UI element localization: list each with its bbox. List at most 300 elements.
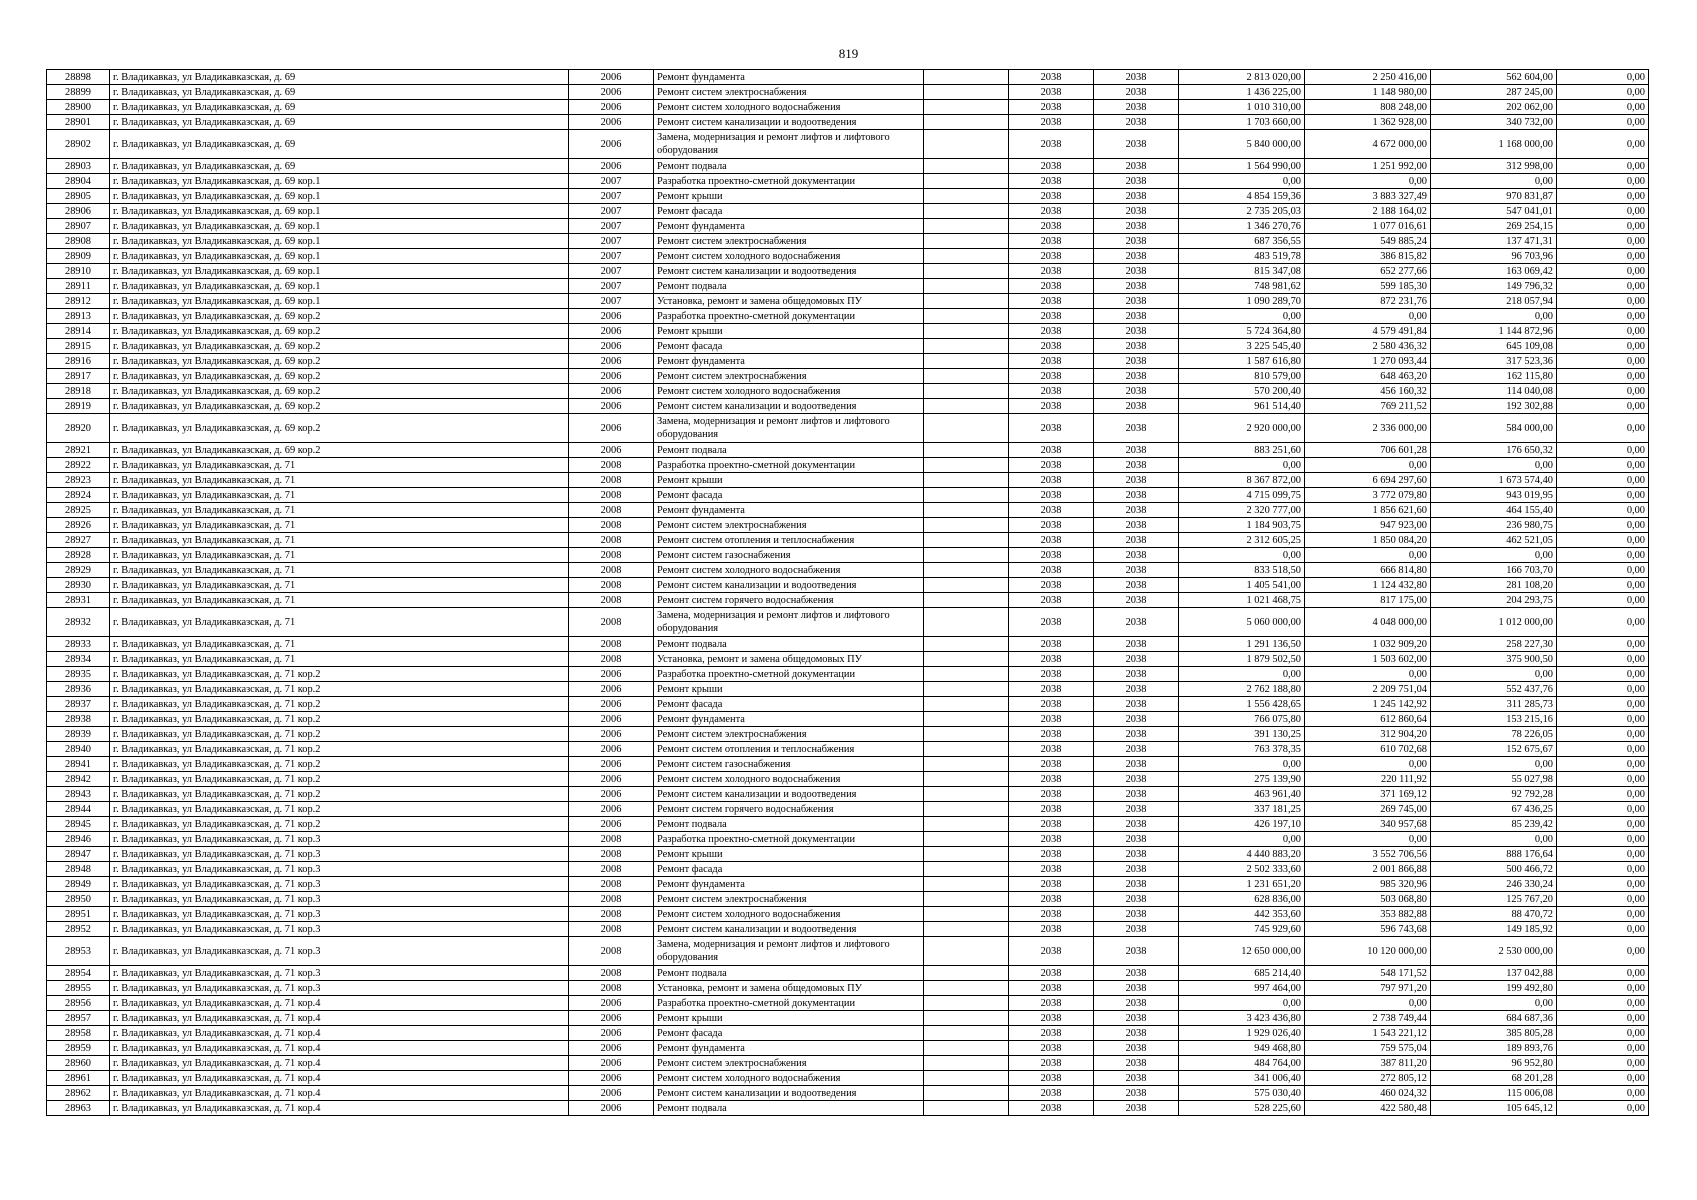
total-cost-cell: 5 060 000,00 — [1179, 608, 1305, 637]
other-amount-cell: 0,00 — [1557, 1011, 1649, 1026]
empty-cell-cell — [924, 667, 1009, 682]
total-cost-cell: 426 197,10 — [1179, 817, 1305, 832]
owner-amount-cell: 317 523,36 — [1431, 354, 1557, 369]
table-row — [47, 996, 1649, 1011]
table-row — [47, 1011, 1649, 1026]
row-id-cell: 28921 — [47, 443, 110, 458]
fund-amount-cell: 387 811,20 — [1305, 1056, 1431, 1071]
owner-amount-cell: 68 201,28 — [1431, 1071, 1557, 1086]
plan-year-from-cell: 2038 — [1009, 608, 1094, 637]
total-cost-cell: 0,00 — [1179, 309, 1305, 324]
empty-cell-cell — [924, 922, 1009, 937]
other-amount-cell: 0,00 — [1557, 1101, 1649, 1116]
total-cost-cell: 1 346 270,76 — [1179, 219, 1305, 234]
other-amount-cell: 0,00 — [1557, 369, 1649, 384]
owner-amount-cell: 0,00 — [1431, 174, 1557, 189]
plan-year-to-cell: 2038 — [1094, 862, 1179, 877]
plan-year-to-cell: 2038 — [1094, 563, 1179, 578]
plan-year-to-cell: 2038 — [1094, 847, 1179, 862]
row-id-cell: 28901 — [47, 115, 110, 130]
address-cell: г. Владикавказ, ул Владикавказская, д. 71 кор.3 — [110, 966, 569, 981]
address-cell: г. Владикавказ, ул Владикавказская, д. 71 кор.2 — [110, 757, 569, 772]
plan-year-from-cell: 2038 — [1009, 503, 1094, 518]
table-row — [47, 667, 1649, 682]
total-cost-cell: 2 320 777,00 — [1179, 503, 1305, 518]
other-amount-cell: 0,00 — [1557, 70, 1649, 85]
plan-year-to-cell: 2038 — [1094, 817, 1179, 832]
plan-year-from-cell: 2038 — [1009, 533, 1094, 548]
plan-year-from-cell: 2038 — [1009, 981, 1094, 996]
capital-repair-table — [46, 69, 1649, 1116]
other-amount-cell: 0,00 — [1557, 294, 1649, 309]
other-amount-cell: 0,00 — [1557, 832, 1649, 847]
row-id-cell: 28906 — [47, 204, 110, 219]
fund-amount-cell: 985 320,96 — [1305, 877, 1431, 892]
row-id-cell: 28936 — [47, 682, 110, 697]
row-id-cell: 28961 — [47, 1071, 110, 1086]
table-row — [47, 593, 1649, 608]
owner-amount-cell: 258 227,30 — [1431, 637, 1557, 652]
plan-year-to-cell: 2038 — [1094, 384, 1179, 399]
owner-amount-cell: 0,00 — [1431, 548, 1557, 563]
empty-cell-cell — [924, 399, 1009, 414]
other-amount-cell: 0,00 — [1557, 593, 1649, 608]
empty-cell-cell — [924, 1071, 1009, 1086]
year-built-cell: 2008 — [569, 937, 654, 966]
owner-amount-cell: 163 069,42 — [1431, 264, 1557, 279]
total-cost-cell: 2 920 000,00 — [1179, 414, 1305, 443]
address-cell: г. Владикавказ, ул Владикавказская, д. 69 кор.2 — [110, 339, 569, 354]
year-built-cell: 2008 — [569, 847, 654, 862]
other-amount-cell: 0,00 — [1557, 115, 1649, 130]
plan-year-from-cell: 2038 — [1009, 100, 1094, 115]
address-cell: г. Владикавказ, ул Владикавказская, д. 71 — [110, 637, 569, 652]
fund-amount-cell: 759 575,04 — [1305, 1041, 1431, 1056]
table-row — [47, 1101, 1649, 1116]
plan-year-to-cell: 2038 — [1094, 697, 1179, 712]
total-cost-cell: 1 436 225,00 — [1179, 85, 1305, 100]
fund-amount-cell: 1 245 142,92 — [1305, 697, 1431, 712]
work-type-cell: Ремонт подвала — [654, 279, 924, 294]
plan-year-to-cell: 2038 — [1094, 309, 1179, 324]
work-type-cell: Ремонт крыши — [654, 1011, 924, 1026]
address-cell: г. Владикавказ, ул Владикавказская, д. 71 кор.2 — [110, 667, 569, 682]
work-type-cell: Ремонт систем электроснабжения — [654, 1056, 924, 1071]
work-type-cell: Ремонт фасада — [654, 862, 924, 877]
owner-amount-cell: 0,00 — [1431, 996, 1557, 1011]
row-id-cell: 28940 — [47, 742, 110, 757]
other-amount-cell: 0,00 — [1557, 877, 1649, 892]
other-amount-cell: 0,00 — [1557, 712, 1649, 727]
fund-amount-cell: 2 738 749,44 — [1305, 1011, 1431, 1026]
plan-year-to-cell: 2038 — [1094, 832, 1179, 847]
empty-cell-cell — [924, 189, 1009, 204]
table-row — [47, 1071, 1649, 1086]
year-built-cell: 2008 — [569, 862, 654, 877]
address-cell: г. Владикавказ, ул Владикавказская, д. 71 кор.3 — [110, 877, 569, 892]
row-id-cell: 28920 — [47, 414, 110, 443]
table-body — [47, 70, 1649, 1116]
plan-year-from-cell: 2038 — [1009, 966, 1094, 981]
plan-year-to-cell: 2038 — [1094, 234, 1179, 249]
owner-amount-cell: 192 302,88 — [1431, 399, 1557, 414]
plan-year-to-cell: 2038 — [1094, 414, 1179, 443]
empty-cell-cell — [924, 877, 1009, 892]
empty-cell-cell — [924, 100, 1009, 115]
address-cell: г. Владикавказ, ул Владикавказская, д. 71 кор.3 — [110, 937, 569, 966]
row-id-cell: 28900 — [47, 100, 110, 115]
total-cost-cell: 2 502 333,60 — [1179, 862, 1305, 877]
fund-amount-cell: 3 883 327,49 — [1305, 189, 1431, 204]
fund-amount-cell: 371 169,12 — [1305, 787, 1431, 802]
work-type-cell: Разработка проектно-сметной документации — [654, 667, 924, 682]
row-id-cell: 28939 — [47, 727, 110, 742]
empty-cell-cell — [924, 862, 1009, 877]
empty-cell-cell — [924, 832, 1009, 847]
work-type-cell: Установка, ремонт и замена общедомовых ПУ — [654, 652, 924, 667]
plan-year-from-cell: 2038 — [1009, 757, 1094, 772]
address-cell: г. Владикавказ, ул Владикавказская, д. 71 — [110, 563, 569, 578]
address-cell: г. Владикавказ, ул Владикавказская, д. 71 — [110, 488, 569, 503]
empty-cell-cell — [924, 264, 1009, 279]
other-amount-cell: 0,00 — [1557, 533, 1649, 548]
year-built-cell: 2006 — [569, 712, 654, 727]
fund-amount-cell: 1 077 016,61 — [1305, 219, 1431, 234]
total-cost-cell: 748 981,62 — [1179, 279, 1305, 294]
plan-year-to-cell: 2038 — [1094, 488, 1179, 503]
plan-year-from-cell: 2038 — [1009, 264, 1094, 279]
total-cost-cell: 2 312 605,25 — [1179, 533, 1305, 548]
row-id-cell: 28931 — [47, 593, 110, 608]
work-type-cell: Разработка проектно-сметной документации — [654, 174, 924, 189]
owner-amount-cell: 105 645,12 — [1431, 1101, 1557, 1116]
other-amount-cell: 0,00 — [1557, 159, 1649, 174]
plan-year-to-cell: 2038 — [1094, 174, 1179, 189]
plan-year-from-cell: 2038 — [1009, 1026, 1094, 1041]
year-built-cell: 2007 — [569, 234, 654, 249]
plan-year-to-cell: 2038 — [1094, 637, 1179, 652]
plan-year-from-cell: 2038 — [1009, 1041, 1094, 1056]
address-cell: г. Владикавказ, ул Владикавказская, д. 71 — [110, 548, 569, 563]
work-type-cell: Ремонт систем канализации и водоотведения — [654, 115, 924, 130]
row-id-cell: 28959 — [47, 1041, 110, 1056]
table-row — [47, 458, 1649, 473]
empty-cell-cell — [924, 324, 1009, 339]
address-cell: г. Владикавказ, ул Владикавказская, д. 71 — [110, 593, 569, 608]
plan-year-from-cell: 2038 — [1009, 174, 1094, 189]
fund-amount-cell: 1 148 980,00 — [1305, 85, 1431, 100]
table-row — [47, 443, 1649, 458]
address-cell: г. Владикавказ, ул Владикавказская, д. 71 кор.2 — [110, 727, 569, 742]
total-cost-cell: 961 514,40 — [1179, 399, 1305, 414]
empty-cell-cell — [924, 637, 1009, 652]
plan-year-to-cell: 2038 — [1094, 279, 1179, 294]
other-amount-cell: 0,00 — [1557, 1056, 1649, 1071]
other-amount-cell: 0,00 — [1557, 174, 1649, 189]
other-amount-cell: 0,00 — [1557, 309, 1649, 324]
plan-year-from-cell: 2038 — [1009, 892, 1094, 907]
total-cost-cell: 570 200,40 — [1179, 384, 1305, 399]
empty-cell-cell — [924, 309, 1009, 324]
total-cost-cell: 833 518,50 — [1179, 563, 1305, 578]
plan-year-to-cell: 2038 — [1094, 1011, 1179, 1026]
table-row — [47, 787, 1649, 802]
other-amount-cell: 0,00 — [1557, 1086, 1649, 1101]
fund-amount-cell: 610 702,68 — [1305, 742, 1431, 757]
empty-cell-cell — [924, 85, 1009, 100]
table-row — [47, 1026, 1649, 1041]
total-cost-cell: 0,00 — [1179, 548, 1305, 563]
owner-amount-cell: 246 330,24 — [1431, 877, 1557, 892]
empty-cell-cell — [924, 384, 1009, 399]
plan-year-to-cell: 2038 — [1094, 996, 1179, 1011]
address-cell: г. Владикавказ, ул Владикавказская, д. 71 кор.4 — [110, 1056, 569, 1071]
row-id-cell: 28922 — [47, 458, 110, 473]
address-cell: г. Владикавказ, ул Владикавказская, д. 71 — [110, 503, 569, 518]
fund-amount-cell: 1 850 084,20 — [1305, 533, 1431, 548]
plan-year-from-cell: 2038 — [1009, 354, 1094, 369]
owner-amount-cell: 204 293,75 — [1431, 593, 1557, 608]
year-built-cell: 2006 — [569, 1011, 654, 1026]
other-amount-cell: 0,00 — [1557, 443, 1649, 458]
year-built-cell: 2006 — [569, 369, 654, 384]
year-built-cell: 2006 — [569, 1056, 654, 1071]
work-type-cell: Ремонт подвала — [654, 159, 924, 174]
work-type-cell: Ремонт крыши — [654, 473, 924, 488]
other-amount-cell: 0,00 — [1557, 488, 1649, 503]
fund-amount-cell: 272 805,12 — [1305, 1071, 1431, 1086]
address-cell: г. Владикавказ, ул Владикавказская, д. 71 кор.3 — [110, 981, 569, 996]
empty-cell-cell — [924, 279, 1009, 294]
owner-amount-cell: 152 675,67 — [1431, 742, 1557, 757]
table-row — [47, 339, 1649, 354]
address-cell: г. Владикавказ, ул Владикавказская, д. 71 кор.2 — [110, 787, 569, 802]
total-cost-cell: 1 879 502,50 — [1179, 652, 1305, 667]
table-row — [47, 473, 1649, 488]
year-built-cell: 2006 — [569, 697, 654, 712]
total-cost-cell: 0,00 — [1179, 757, 1305, 772]
fund-amount-cell: 4 048 000,00 — [1305, 608, 1431, 637]
year-built-cell: 2006 — [569, 309, 654, 324]
work-type-cell: Ремонт систем газоснабжения — [654, 757, 924, 772]
address-cell: г. Владикавказ, ул Владикавказская, д. 71 кор.3 — [110, 847, 569, 862]
owner-amount-cell: 464 155,40 — [1431, 503, 1557, 518]
address-cell: г. Владикавказ, ул Владикавказская, д. 71 — [110, 608, 569, 637]
year-built-cell: 2008 — [569, 981, 654, 996]
table-row — [47, 847, 1649, 862]
year-built-cell: 2006 — [569, 1026, 654, 1041]
row-id-cell: 28945 — [47, 817, 110, 832]
owner-amount-cell: 55 027,98 — [1431, 772, 1557, 787]
owner-amount-cell: 1 168 000,00 — [1431, 130, 1557, 159]
year-built-cell: 2006 — [569, 757, 654, 772]
owner-amount-cell: 166 703,70 — [1431, 563, 1557, 578]
page-number: 819 — [838, 46, 859, 61]
fund-amount-cell: 0,00 — [1305, 832, 1431, 847]
address-cell: г. Владикавказ, ул Владикавказская, д. 69 — [110, 115, 569, 130]
owner-amount-cell: 149 796,32 — [1431, 279, 1557, 294]
fund-amount-cell: 386 815,82 — [1305, 249, 1431, 264]
plan-year-from-cell: 2038 — [1009, 563, 1094, 578]
address-cell: г. Владикавказ, ул Владикавказская, д. 71 — [110, 578, 569, 593]
empty-cell-cell — [924, 727, 1009, 742]
fund-amount-cell: 0,00 — [1305, 548, 1431, 563]
plan-year-to-cell: 2038 — [1094, 667, 1179, 682]
address-cell: г. Владикавказ, ул Владикавказская, д. 71 кор.2 — [110, 697, 569, 712]
work-type-cell: Ремонт систем холодного водоснабжения — [654, 100, 924, 115]
row-id-cell: 28903 — [47, 159, 110, 174]
table-row — [47, 264, 1649, 279]
table-row — [47, 892, 1649, 907]
plan-year-to-cell: 2038 — [1094, 204, 1179, 219]
other-amount-cell: 0,00 — [1557, 1071, 1649, 1086]
address-cell: г. Владикавказ, ул Владикавказская, д. 71 — [110, 652, 569, 667]
total-cost-cell: 337 181,25 — [1179, 802, 1305, 817]
empty-cell-cell — [924, 981, 1009, 996]
work-type-cell: Ремонт систем холодного водоснабжения — [654, 772, 924, 787]
row-id-cell: 28944 — [47, 802, 110, 817]
total-cost-cell: 528 225,60 — [1179, 1101, 1305, 1116]
address-cell: г. Владикавказ, ул Владикавказская, д. 71 кор.2 — [110, 742, 569, 757]
year-built-cell: 2008 — [569, 488, 654, 503]
other-amount-cell: 0,00 — [1557, 892, 1649, 907]
plan-year-from-cell: 2038 — [1009, 682, 1094, 697]
fund-amount-cell: 872 231,76 — [1305, 294, 1431, 309]
other-amount-cell: 0,00 — [1557, 727, 1649, 742]
table-row — [47, 249, 1649, 264]
other-amount-cell: 0,00 — [1557, 503, 1649, 518]
empty-cell-cell — [924, 488, 1009, 503]
total-cost-cell: 1 556 428,65 — [1179, 697, 1305, 712]
total-cost-cell: 745 929,60 — [1179, 922, 1305, 937]
fund-amount-cell: 1 503 602,00 — [1305, 652, 1431, 667]
work-type-cell: Ремонт систем электроснабжения — [654, 85, 924, 100]
work-type-cell: Ремонт систем холодного водоснабжения — [654, 907, 924, 922]
fund-amount-cell: 460 024,32 — [1305, 1086, 1431, 1101]
plan-year-from-cell: 2038 — [1009, 817, 1094, 832]
fund-amount-cell: 220 111,92 — [1305, 772, 1431, 787]
year-built-cell: 2007 — [569, 189, 654, 204]
row-id-cell: 28930 — [47, 578, 110, 593]
plan-year-to-cell: 2038 — [1094, 503, 1179, 518]
address-cell: г. Владикавказ, ул Владикавказская, д. 71 кор.2 — [110, 817, 569, 832]
fund-amount-cell: 2 250 416,00 — [1305, 70, 1431, 85]
work-type-cell: Ремонт систем холодного водоснабжения — [654, 249, 924, 264]
row-id-cell: 28924 — [47, 488, 110, 503]
year-built-cell: 2008 — [569, 922, 654, 937]
total-cost-cell: 2 762 188,80 — [1179, 682, 1305, 697]
other-amount-cell: 0,00 — [1557, 249, 1649, 264]
other-amount-cell: 0,00 — [1557, 414, 1649, 443]
row-id-cell: 28948 — [47, 862, 110, 877]
row-id-cell: 28912 — [47, 294, 110, 309]
table-row — [47, 503, 1649, 518]
address-cell: г. Владикавказ, ул Владикавказская, д. 71 кор.2 — [110, 772, 569, 787]
table-row — [47, 1041, 1649, 1056]
plan-year-from-cell: 2038 — [1009, 219, 1094, 234]
empty-cell-cell — [924, 130, 1009, 159]
other-amount-cell: 0,00 — [1557, 219, 1649, 234]
year-built-cell: 2006 — [569, 399, 654, 414]
empty-cell-cell — [924, 1011, 1009, 1026]
fund-amount-cell: 549 885,24 — [1305, 234, 1431, 249]
fund-amount-cell: 1 032 909,20 — [1305, 637, 1431, 652]
address-cell: г. Владикавказ, ул Владикавказская, д. 71 кор.4 — [110, 996, 569, 1011]
work-type-cell: Ремонт фундамента — [654, 219, 924, 234]
owner-amount-cell: 340 732,00 — [1431, 115, 1557, 130]
total-cost-cell: 1 090 289,70 — [1179, 294, 1305, 309]
table-row — [47, 966, 1649, 981]
empty-cell-cell — [924, 742, 1009, 757]
address-cell: г. Владикавказ, ул Владикавказская, д. 71 кор.2 — [110, 802, 569, 817]
owner-amount-cell: 287 245,00 — [1431, 85, 1557, 100]
total-cost-cell: 1 184 903,75 — [1179, 518, 1305, 533]
address-cell: г. Владикавказ, ул Владикавказская, д. 71 кор.4 — [110, 1101, 569, 1116]
other-amount-cell: 0,00 — [1557, 802, 1649, 817]
total-cost-cell: 1 231 651,20 — [1179, 877, 1305, 892]
total-cost-cell: 3 423 436,80 — [1179, 1011, 1305, 1026]
address-cell: г. Владикавказ, ул Владикавказская, д. 69 кор.2 — [110, 414, 569, 443]
work-type-cell: Ремонт крыши — [654, 324, 924, 339]
fund-amount-cell: 0,00 — [1305, 757, 1431, 772]
work-type-cell: Ремонт систем электроснабжения — [654, 892, 924, 907]
address-cell: г. Владикавказ, ул Владикавказская, д. 69 кор.1 — [110, 189, 569, 204]
table-row — [47, 652, 1649, 667]
plan-year-to-cell: 2038 — [1094, 877, 1179, 892]
owner-amount-cell: 78 226,05 — [1431, 727, 1557, 742]
address-cell: г. Владикавказ, ул Владикавказская, д. 69 кор.2 — [110, 324, 569, 339]
empty-cell-cell — [924, 593, 1009, 608]
table-row — [47, 712, 1649, 727]
year-built-cell: 2008 — [569, 966, 654, 981]
year-built-cell: 2007 — [569, 219, 654, 234]
empty-cell-cell — [924, 548, 1009, 563]
other-amount-cell: 0,00 — [1557, 1041, 1649, 1056]
work-type-cell: Ремонт фасада — [654, 697, 924, 712]
total-cost-cell: 810 579,00 — [1179, 369, 1305, 384]
table-row — [47, 637, 1649, 652]
work-type-cell: Ремонт фасада — [654, 339, 924, 354]
other-amount-cell: 0,00 — [1557, 1026, 1649, 1041]
plan-year-from-cell: 2038 — [1009, 593, 1094, 608]
table-row — [47, 937, 1649, 966]
row-id-cell: 28911 — [47, 279, 110, 294]
year-built-cell: 2008 — [569, 832, 654, 847]
owner-amount-cell: 202 062,00 — [1431, 100, 1557, 115]
work-type-cell: Ремонт систем канализации и водоотведения — [654, 787, 924, 802]
empty-cell-cell — [924, 608, 1009, 637]
year-built-cell: 2006 — [569, 667, 654, 682]
other-amount-cell: 0,00 — [1557, 339, 1649, 354]
other-amount-cell: 0,00 — [1557, 518, 1649, 533]
row-id-cell: 28942 — [47, 772, 110, 787]
work-type-cell: Ремонт подвала — [654, 817, 924, 832]
work-type-cell: Ремонт систем канализации и водоотведения — [654, 578, 924, 593]
plan-year-to-cell: 2038 — [1094, 399, 1179, 414]
work-type-cell: Замена, модернизация и ремонт лифтов и лифтового оборудования — [654, 608, 924, 637]
plan-year-from-cell: 2038 — [1009, 488, 1094, 503]
plan-year-from-cell: 2038 — [1009, 667, 1094, 682]
other-amount-cell: 0,00 — [1557, 234, 1649, 249]
address-cell: г. Владикавказ, ул Владикавказская, д. 71 кор.2 — [110, 682, 569, 697]
fund-amount-cell: 706 601,28 — [1305, 443, 1431, 458]
total-cost-cell: 883 251,60 — [1179, 443, 1305, 458]
fund-amount-cell: 648 463,20 — [1305, 369, 1431, 384]
row-id-cell: 28910 — [47, 264, 110, 279]
plan-year-from-cell: 2038 — [1009, 384, 1094, 399]
fund-amount-cell: 0,00 — [1305, 309, 1431, 324]
total-cost-cell: 687 356,55 — [1179, 234, 1305, 249]
